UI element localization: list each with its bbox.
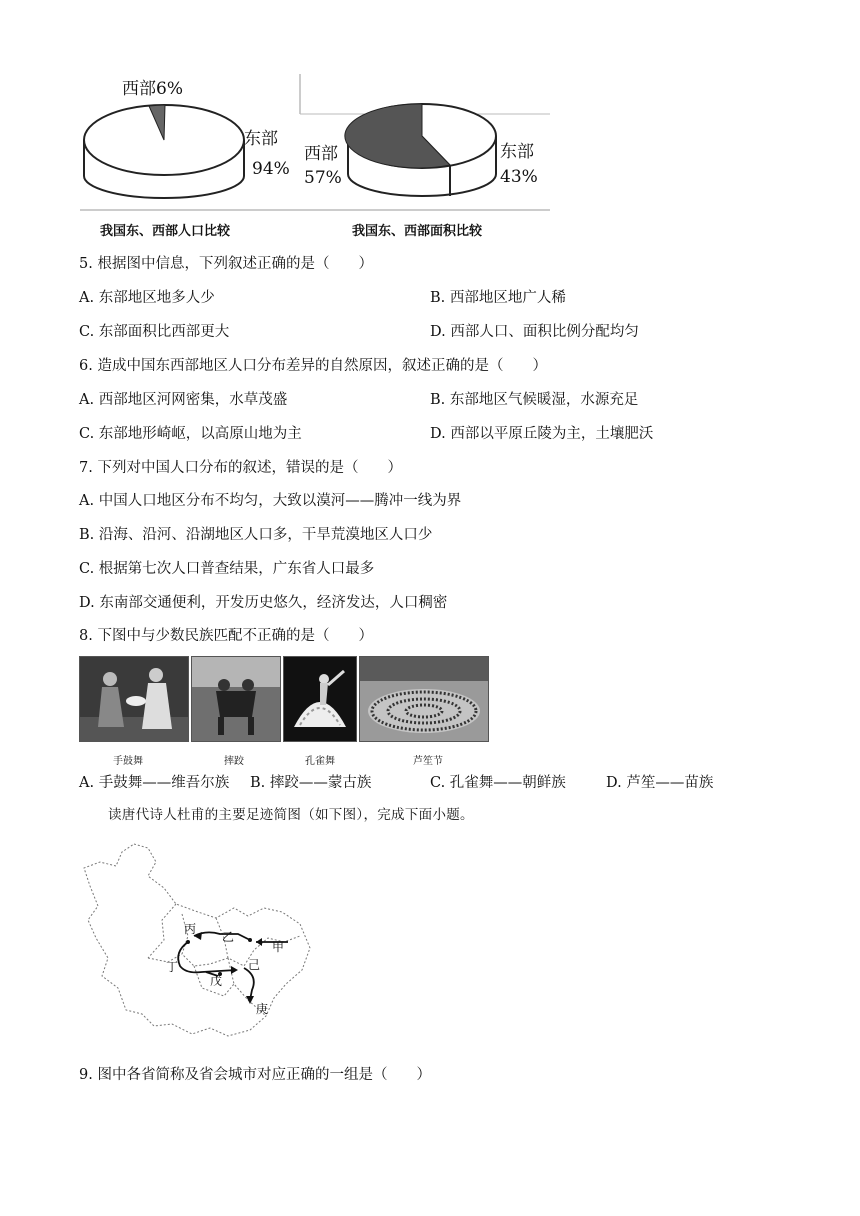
map-label-wu: 戊 — [210, 974, 223, 988]
photo-caption-4: 芦笙节 — [413, 756, 443, 767]
q5-option-c[interactable]: C. 东部面积比西部更大 — [79, 324, 230, 340]
q8-stem: 8. 下图中与少数民族匹配不正确的是（ ） — [79, 628, 373, 644]
photo-hand-drum-dance — [79, 656, 189, 742]
q8-option-a[interactable]: A. 手鼓舞——维吾尔族 — [79, 775, 230, 791]
photo-lusheng-festival — [359, 656, 489, 742]
photo-caption-1: 手鼓舞 — [113, 756, 143, 767]
map-label-geng: 庚 — [256, 1002, 269, 1016]
map-label-bing: 丙 — [184, 922, 197, 936]
du-fu-route-map — [78, 838, 318, 1038]
q8-option-c[interactable]: C. 孔雀舞——朝鲜族 — [430, 775, 566, 791]
photo-caption-3: 孔雀舞 — [305, 756, 335, 767]
pie-label-pop-east-pct: 94% — [252, 159, 290, 179]
map-label-jia: 甲 — [272, 940, 285, 954]
pie-label-area-west-pct: 57% — [304, 168, 342, 188]
q7-stem: 7. 下列对中国人口分布的叙述，错误的是（ ） — [79, 460, 402, 476]
q7-option-d[interactable]: D. 东南部交通便利，开发历史悠久，经济发达，人口稠密 — [79, 595, 448, 611]
q8-option-b[interactable]: B. 摔跤——蒙古族 — [250, 775, 372, 791]
q6-option-c[interactable]: C. 东部地形崎岖，以高原山地为主 — [79, 426, 302, 442]
q8-option-d[interactable]: D. 芦笙——苗族 — [606, 775, 714, 791]
q6-stem: 6. 造成中国东西部地区人口分布差异的自然原因，叙述正确的是（ ） — [79, 358, 547, 374]
pie-caption-area: 我国东、西部面积比较 — [352, 224, 483, 239]
pie-label-pop-west: 西部6% — [122, 79, 183, 99]
photo-wrestling — [191, 656, 281, 742]
q5-option-a[interactable]: A. 东部地区地多人少 — [79, 290, 215, 306]
pie-caption-population: 我国东、西部人口比较 — [100, 224, 231, 239]
pie-label-area-east-name: 东部 — [500, 142, 534, 162]
photo-caption-2: 摔跤 — [224, 756, 244, 767]
pie-label-pop-east-name: 东部 — [244, 129, 278, 149]
pie-label-area-west-name: 西部 — [304, 144, 338, 164]
q7-option-b[interactable]: B. 沿海、沿河、沿湖地区人口多，干旱荒漠地区人口少 — [79, 527, 433, 543]
q7-option-c[interactable]: C. 根据第七次人口普查结果，广东省人口最多 — [79, 561, 375, 577]
map-label-yi: 乙 — [222, 930, 235, 944]
ethnic-photos — [79, 656, 489, 768]
pie-label-area-east-pct: 43% — [500, 167, 538, 187]
pie-figure — [76, 70, 556, 240]
q5-stem: 5. 根据图中信息，下列叙述正确的是（ ） — [79, 256, 373, 272]
map-label-ding: 丁 — [166, 960, 179, 974]
q6-option-a[interactable]: A. 西部地区河网密集，水草茂盛 — [79, 392, 288, 408]
population-pie — [84, 105, 244, 198]
q5-option-b[interactable]: B. 西部地区地广人稀 — [430, 290, 566, 306]
map-intro: 读唐代诗人杜甫的主要足迹简图（如下图），完成下面小题。 — [108, 807, 474, 823]
photo-peacock-dance — [283, 656, 357, 742]
q5-option-d[interactable]: D. 西部人口、面积比例分配均匀 — [430, 324, 639, 340]
q6-option-b[interactable]: B. 东部地区气候暖湿，水源充足 — [430, 392, 639, 408]
q6-option-d[interactable]: D. 西部以平原丘陵为主，土壤肥沃 — [430, 426, 654, 442]
area-pie — [345, 104, 496, 196]
q9-stem: 9. 图中各省简称及省会城市对应正确的一组是（ ） — [79, 1067, 431, 1083]
q7-option-a[interactable]: A. 中国人口地区分布不均匀，大致以漠河——腾冲一线为界 — [79, 493, 462, 509]
map-label-ji: 己 — [248, 958, 261, 972]
